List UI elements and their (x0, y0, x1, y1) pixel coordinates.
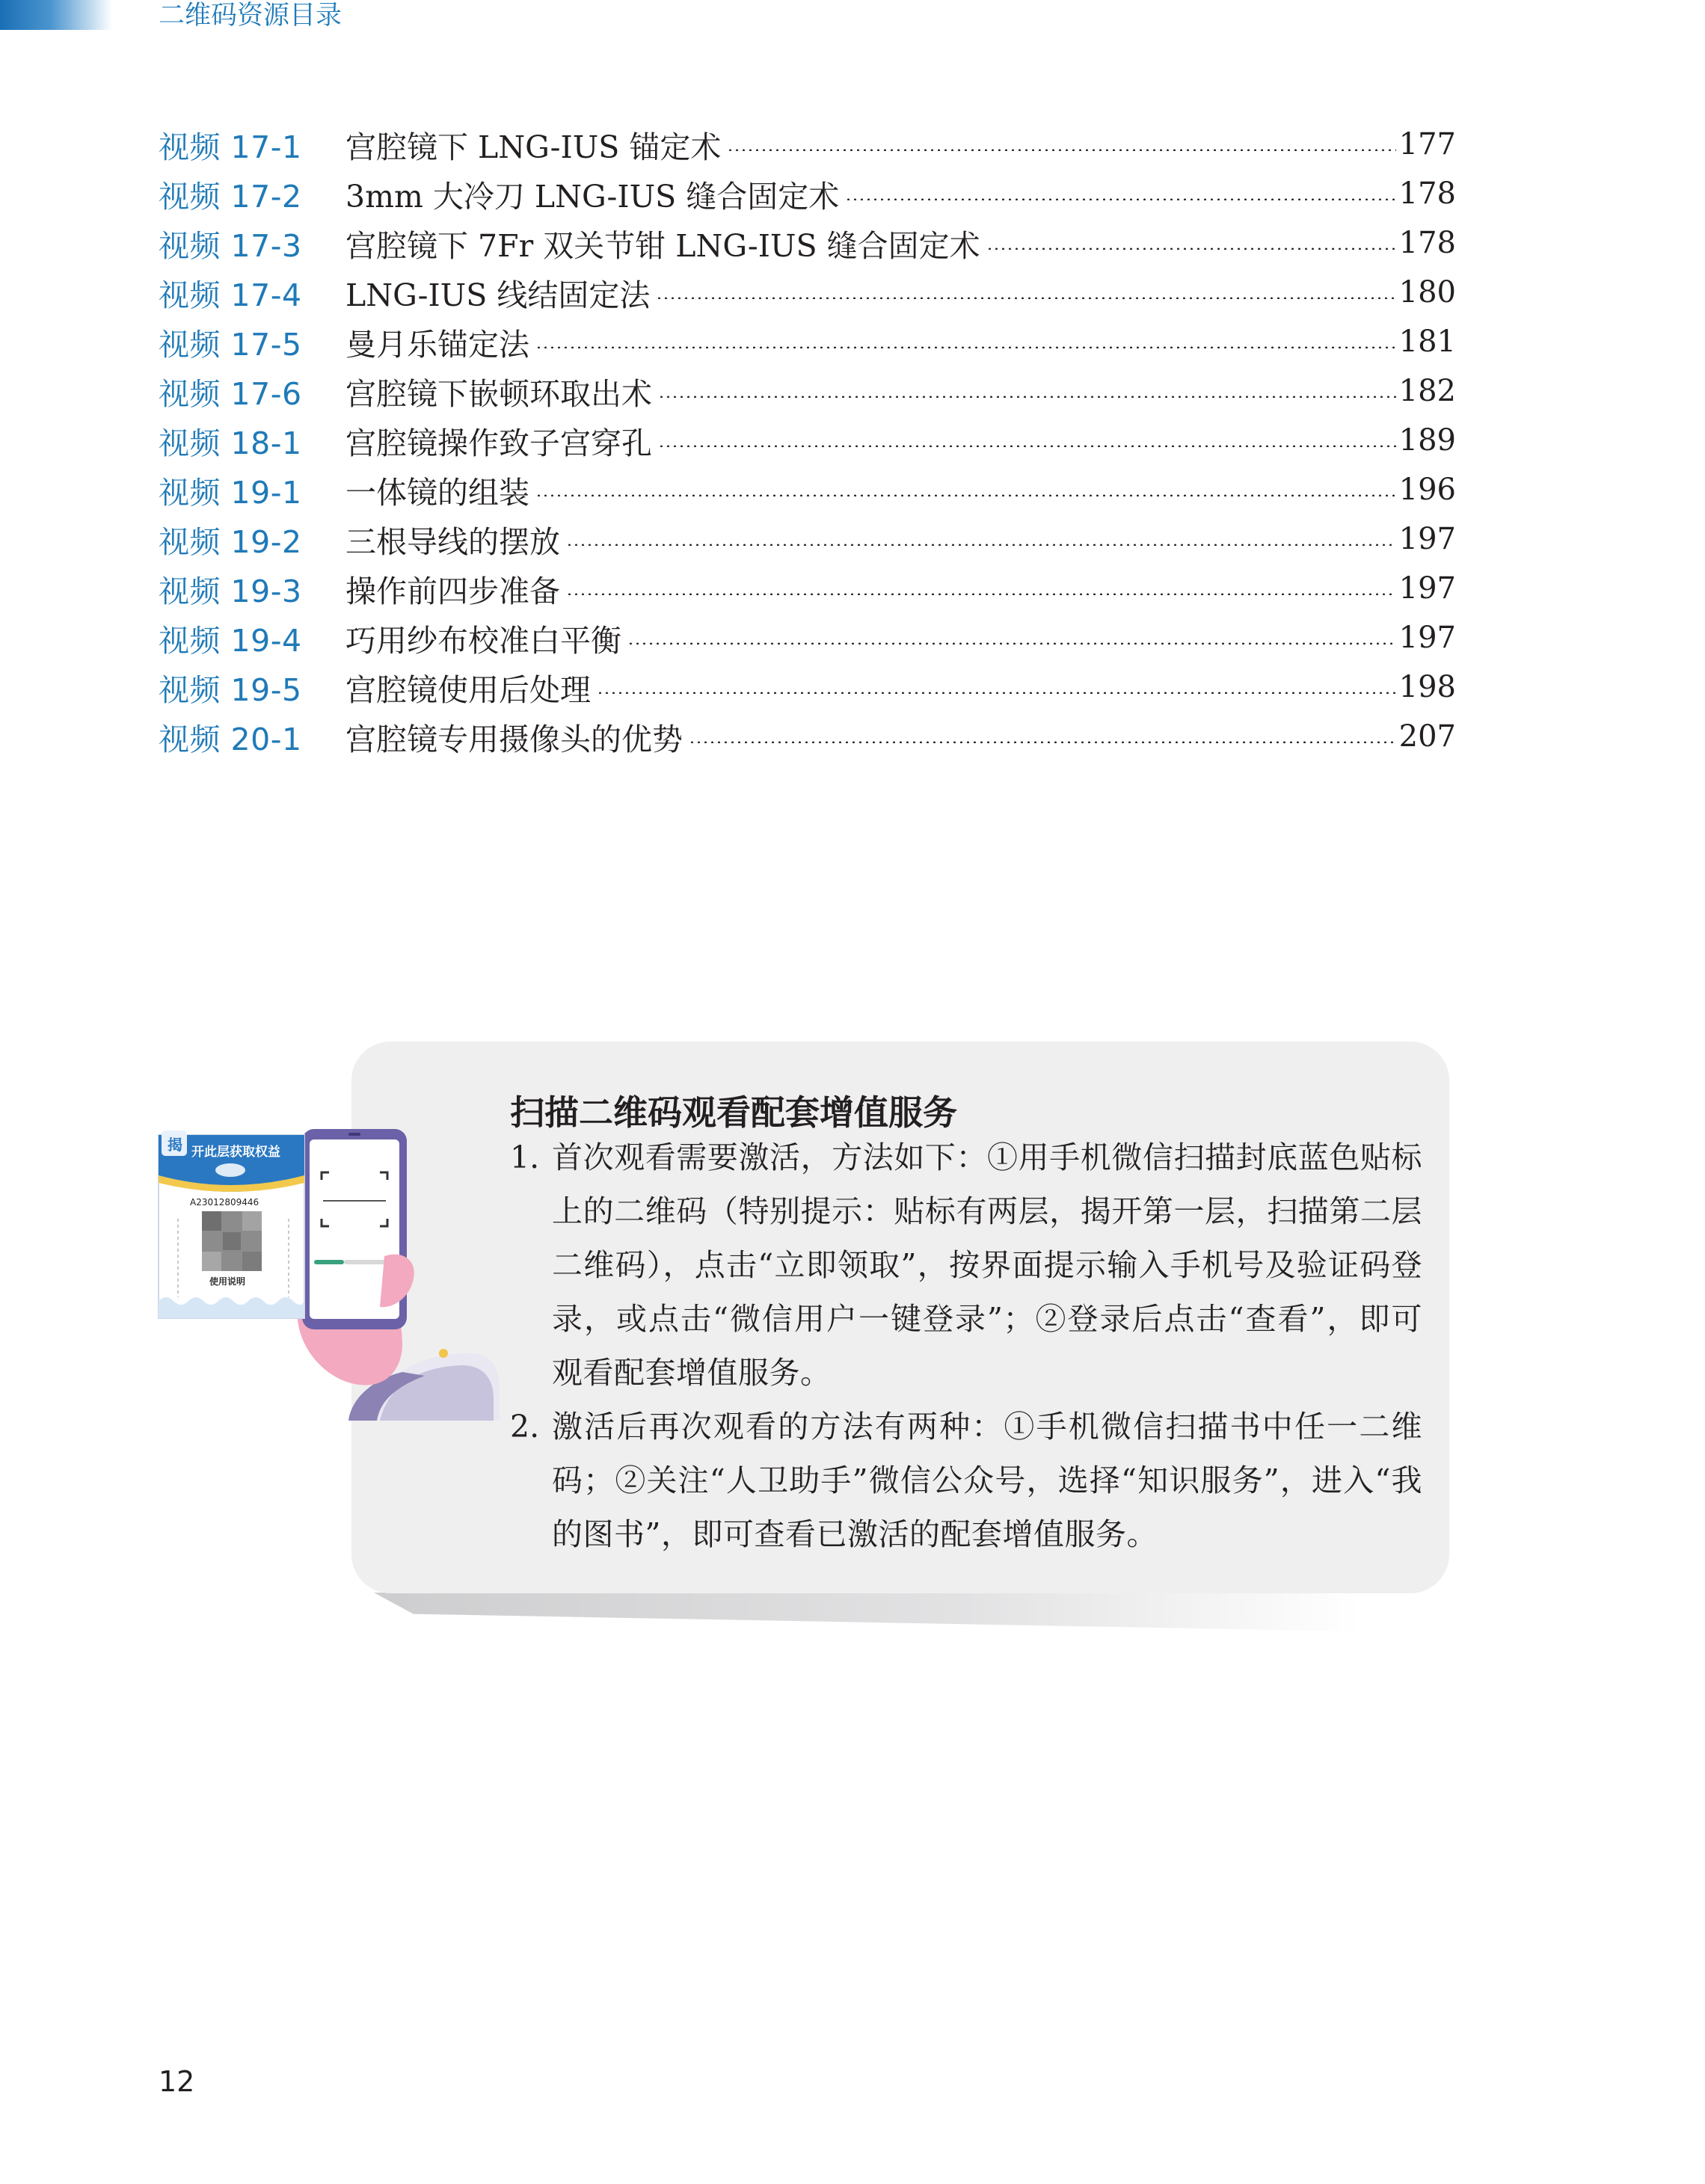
dot-leader (727, 149, 1395, 151)
page-reference: 207 (1398, 719, 1456, 754)
page-reference: 178 (1398, 176, 1456, 211)
toc-entry[interactable] (159, 514, 1456, 564)
video-code: 视频 19-5 (159, 671, 302, 708)
video-title: 宫腔镜使用后处理 (345, 671, 591, 708)
dot-leader (845, 198, 1395, 200)
page-reference: 196 (1398, 473, 1456, 507)
sticker-serial: A23012809446 (190, 1197, 259, 1208)
page-number: 12 (159, 2065, 195, 2098)
video-title: 操作前四步准备 (345, 573, 560, 609)
dot-leader (566, 544, 1396, 546)
page-reference: 197 (1398, 522, 1456, 556)
video-title: 宫腔镜专用摄像头的优势 (345, 721, 683, 757)
instruction-text: 激活后再次观看的方法有两种：①手机微信扫描书中任一二维码；②关注“人卫助手”微信公众号，选择“知识服务”，进入“我的图书”，即可查看已激活的配套增值服务。 (552, 1409, 1422, 1552)
dot-leader (689, 741, 1396, 743)
peel-badge-text: 揭 (168, 1136, 182, 1154)
video-code: 视频 19-2 (159, 523, 302, 560)
toc-entry[interactable] (159, 366, 1456, 416)
toc-entry[interactable] (159, 662, 1456, 712)
video-code: 视频 17-3 (159, 227, 302, 264)
page-reference: 178 (1398, 226, 1456, 260)
card-title: 扫描二维码观看配套增值服务 (510, 1092, 957, 1133)
card-shadow (374, 1593, 1361, 1631)
video-code: 视频 19-4 (159, 622, 302, 659)
sticker-label: 开此层获取权益 (191, 1145, 280, 1160)
toc-entry[interactable] (159, 268, 1456, 317)
blurred-qr-code (202, 1211, 262, 1271)
video-title: 一体镜的组装 (345, 474, 529, 511)
toc-entry[interactable] (159, 564, 1456, 613)
dot-leader (566, 593, 1396, 595)
page-reference: 189 (1398, 423, 1456, 458)
scan-illustration (156, 1129, 500, 1421)
video-title: 曼月乐锚定法 (345, 326, 529, 363)
dot-leader (656, 297, 1395, 299)
toc-entry[interactable] (159, 218, 1456, 268)
video-code: 视频 17-6 (159, 375, 302, 412)
video-code: 视频 20-1 (159, 721, 302, 757)
instruction-text: 首次观看需要激活，方法如下：①用手机微信扫描封底蓝色贴标上的二维码（特别提示：贴标有两层，揭开第一层，扫描第二层二维码），点击“立即领取”，按界面提示输入手机号及验证码登录，或点击“微信用户一键登录”；②登录后点击“查看”，即可观看配套增值服务。 (552, 1139, 1422, 1391)
video-title: 宫腔镜下 7Fr 双关节钳 LNG-IUS 缝合固定术 (345, 227, 980, 264)
video-code: 视频 19-1 (159, 474, 302, 511)
page-reference: 177 (1398, 127, 1456, 162)
instruction-number: 2. (510, 1409, 540, 1445)
page-reference: 182 (1398, 374, 1456, 408)
toc-entry[interactable] (159, 120, 1456, 169)
video-code: 视频 17-5 (159, 326, 302, 363)
video-title: 3mm 大冷刀 LNG-IUS 缝合固定术 (345, 178, 840, 215)
page-reference: 198 (1398, 670, 1456, 704)
instruction-item-2 (510, 1400, 1422, 1561)
dot-leader (658, 396, 1396, 398)
video-title: 宫腔镜下 LNG-IUS 锚定术 (345, 129, 722, 165)
video-code: 视频 17-2 (159, 178, 302, 215)
instruction-number: 1. (510, 1139, 540, 1175)
sticker-caption: 使用说明 (209, 1276, 246, 1287)
video-title: 巧用纱布校准白平衡 (345, 622, 621, 659)
header-accent-bar (0, 0, 112, 30)
video-code: 视频 17-1 (159, 129, 302, 165)
video-title: 三根导线的摆放 (345, 523, 560, 560)
video-code: 视频 17-4 (159, 277, 302, 313)
video-title: 宫腔镜操作致子宫穿孔 (345, 425, 652, 461)
dot-leader (986, 247, 1396, 250)
dot-leader (658, 445, 1396, 447)
dot-leader (535, 494, 1396, 496)
toc-entry[interactable] (159, 465, 1456, 514)
page-reference: 180 (1398, 275, 1456, 310)
toc-entry[interactable] (159, 416, 1456, 465)
page-reference: 197 (1398, 571, 1456, 606)
dot-leader (535, 346, 1396, 348)
video-code: 视频 19-3 (159, 573, 302, 609)
qr-sticker (159, 1131, 304, 1318)
toc-entry[interactable] (159, 169, 1456, 218)
video-title: LNG-IUS 线结固定法 (345, 277, 651, 313)
dot-leader (597, 692, 1396, 694)
qr-resource-toc (159, 120, 1456, 761)
dot-leader (627, 642, 1396, 645)
video-code: 视频 18-1 (159, 425, 302, 461)
thumb (380, 1255, 414, 1308)
toc-entry[interactable] (159, 712, 1456, 761)
page-reference: 181 (1398, 324, 1456, 359)
video-title: 宫腔镜下嵌顿环取出术 (345, 375, 652, 412)
running-header-title: 二维码资源目录 (159, 1, 342, 31)
instruction-item-1 (510, 1131, 1422, 1400)
toc-entry[interactable] (159, 317, 1456, 366)
page-reference: 197 (1398, 621, 1456, 655)
toc-entry[interactable] (159, 613, 1456, 662)
